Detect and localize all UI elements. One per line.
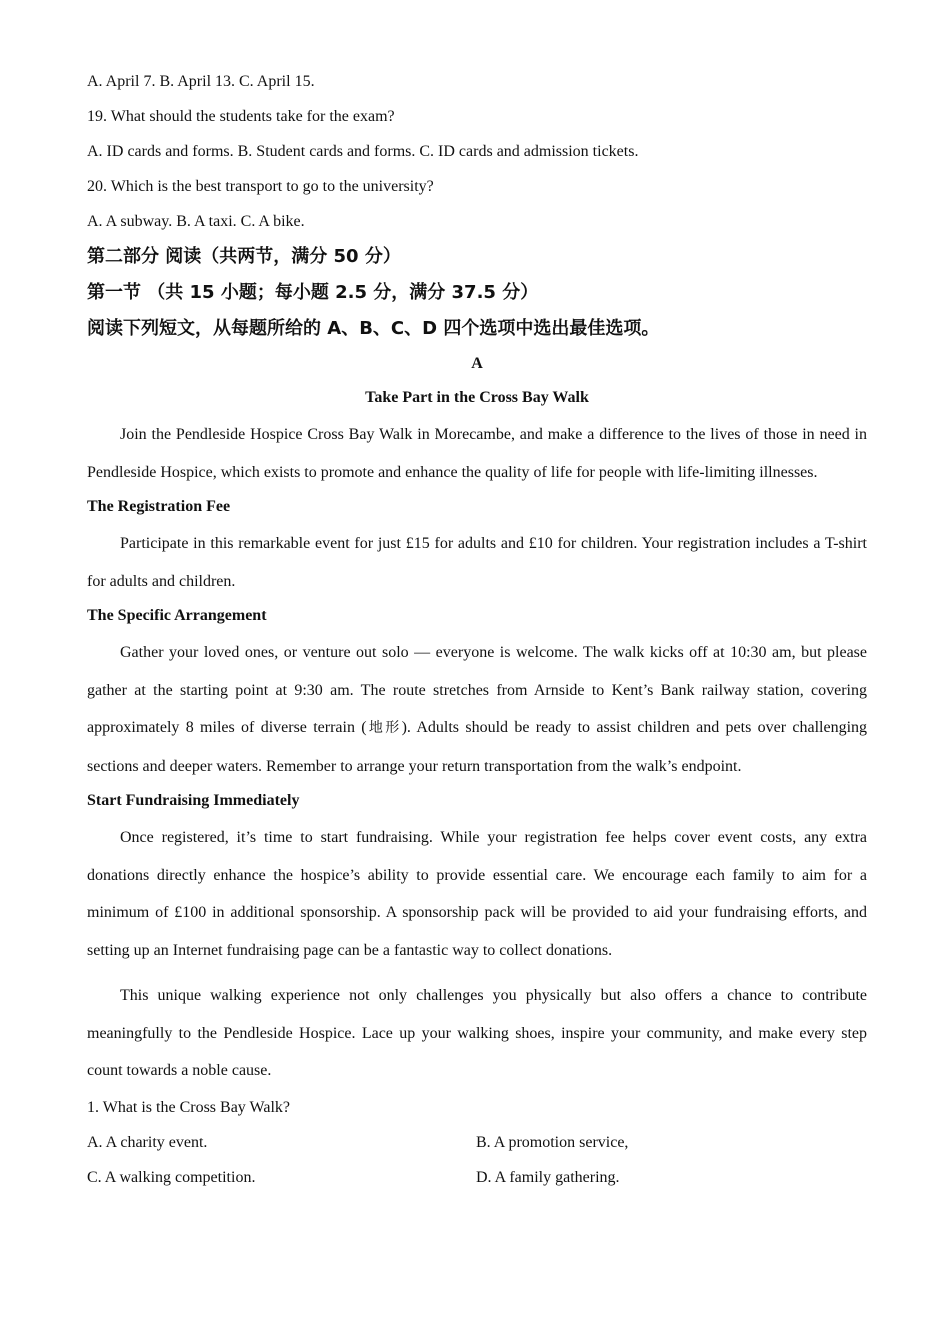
q20-options: A. A subway. B. A taxi. C. A bike.: [87, 213, 305, 230]
q19-options: A. ID cards and forms. B. Student cards and forms. C. ID cards and admission tickets.: [87, 143, 639, 160]
question-1-options-row-1: [87, 1133, 867, 1153]
reading-instruction: 阅读下列短文，从每题所给的 A、B、C、D 四个选项中选出最佳选项。: [87, 318, 660, 339]
option-a: A. A charity event.: [87, 1133, 208, 1151]
option-b: B. A promotion service,: [476, 1133, 629, 1151]
arrangement-paragraph: [87, 634, 867, 785]
fundraising-paragraph: Once registered, it’s time to start fundraising. While your registration fee helps cover event costs, any extra donations directly enhance the hospice’s ability to provide essential care. We encourage each family to aim for a minimum of £100 in additional sponsorship. A sponsorship pack will be provided to aid your fundraising efforts, and setting up an Internet fundraising page can be a fantastic way to collect donations.: [87, 829, 867, 959]
fundraising-heading: Start Fundraising Immediately: [87, 792, 300, 809]
option-d: D. A family gathering.: [476, 1168, 620, 1186]
arrangement-text-a: Gather your loved ones, or venture out solo — everyone is welcome. The walk kicks off at 10:30 am, but please gather at the starting point at 9:30 am. The route stretches from Arnside to Kent’s Bank railway station, covering approximately 8 miles of diverse terrain (: [87, 644, 867, 736]
q18-options: A. April 7. B. April 13. C. April 15.: [87, 73, 315, 90]
q20-stem: 20. Which is the best transport to go to the university?: [87, 178, 434, 195]
exam-page: [87, 72, 867, 1188]
fee-heading: The Registration Fee: [87, 498, 231, 515]
passage-title: Take Part in the Cross Bay Walk: [365, 389, 589, 406]
passage-label: A: [471, 355, 483, 372]
arrangement-text-b: ). Adults should be ready to assist children and pets over challenging sections and deeper waters. Remember to arrange your return transportation from the walk’s endpoint.: [87, 719, 868, 775]
question-1-options-row-2: [87, 1168, 867, 1188]
section-title: 第一节 （共 15 小题；每小题 2.5 分，满分 37.5 分）: [87, 282, 539, 303]
option-c: C. A walking competition.: [87, 1168, 256, 1186]
passage-intro: Join the Pendleside Hospice Cross Bay Walk in Morecambe, and make a difference to the lives of those in need in Pendleside Hospice, which exists to promote and enhance the quality of life for people with life-limiting illnesses.: [87, 426, 867, 481]
question-1-stem: 1. What is the Cross Bay Walk?: [87, 1098, 290, 1116]
arrangement-heading: The Specific Arrangement: [87, 607, 267, 624]
q19-stem: 19. What should the students take for the exam?: [87, 108, 395, 125]
part-title: 第二部分 阅读（共两节，满分 50 分）: [87, 246, 401, 267]
fee-paragraph: Participate in this remarkable event for just £15 for adults and £10 for children. Your registration includes a T-shirt for adults and children.: [87, 535, 867, 590]
closing-paragraph: This unique walking experience not only challenges you physically but also offers a chance to contribute meaningfully to the Pendleside Hospice. Lace up your walking shoes, inspire your community, and make every step count towards a noble cause.: [87, 987, 867, 1079]
terrain-gloss: 地形: [366, 720, 402, 736]
